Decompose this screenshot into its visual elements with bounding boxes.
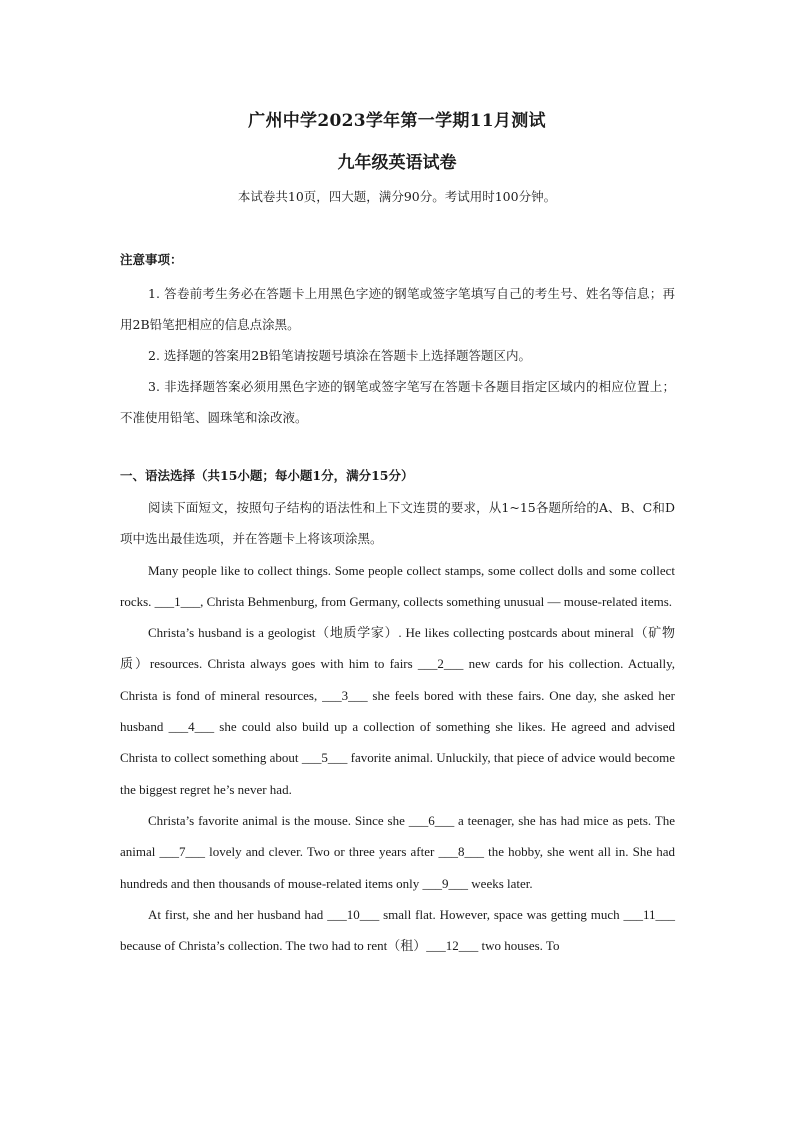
- exam-title: 广州中学2023学年第一学期11月测试: [248, 111, 546, 131]
- passage-paragraph-3: Christa’s favorite animal is the mouse. Since she ___6___ a teenager, she has had mice as pets. The animal ___7___ lovely and clever. Two or three years after ___8___ the hobby, she went all in. She had hundreds and then thousands of mouse-related items only ___9___ weeks later.: [120, 812, 675, 891]
- notice-list: [120, 278, 675, 433]
- passage-paragraph-1: Many people like to collect things. Some people collect stamps, some collect dolls and some collect rocks. ___1___, Christa Behmenburg, from Germany, collects something unusual — mouse-related items.: [120, 562, 675, 609]
- passage-paragraph-4: At first, she and her husband had ___10___ small flat. However, space was getting much ___11___ because of Christa’s collection. The two had to rent（租）___12___ two houses. To: [120, 906, 675, 954]
- notice-item-1: 1. 答卷前考生务必在答题卡上用黑色字迹的钢笔或签字笔填写自己的考生号、姓名等信息；再用2B铅笔把相应的信息点涂黑。: [120, 286, 675, 332]
- notice-item-2: 2. 选择题的答案用2B铅笔请按题号填涂在答题卡上选择题答题区内。: [148, 348, 532, 363]
- passage-paragraph-2: Christa’s husband is a geologist（地质学家）. He likes collecting postcards about mineral（矿物质）resources. Christa always goes with him to fairs ___2___ new cards for his collection. Actually, Christa is fond of mineral resources, ___3___ she feels bored with these fairs. One day, she asked her husband ___4___ she could also build up a collection of something she likes. He agreed and advised Christa to collect something about ___5___ favorite animal. Unluckily, that piece of advice would become the biggest regret he’s never had.: [120, 625, 675, 797]
- notice-heading: 注意事项：: [120, 252, 183, 267]
- exam-info: 本试卷共10页，四大题，满分90分。考试用时100分钟。: [237, 189, 557, 204]
- section-heading: 一、语法选择（共15小题；每小题1分，满分15分）: [120, 468, 414, 483]
- section-instruction: 阅读下面短文，按照句子结构的语法性和上下文连贯的要求，从1~15各题所给的A、B、C和D项中选出最佳选项，并在答题卡上将该项涂黑。: [120, 500, 675, 547]
- exam-subtitle: 九年级英语试卷: [337, 153, 457, 173]
- notice-item-3: 3. 非选择题答案必须用黑色字迹的钢笔或签字笔写在答题卡各题目指定区域内的相应位置上；不准使用铅笔、圆珠笔和涂改液。: [120, 379, 675, 425]
- section-body: [120, 492, 675, 961]
